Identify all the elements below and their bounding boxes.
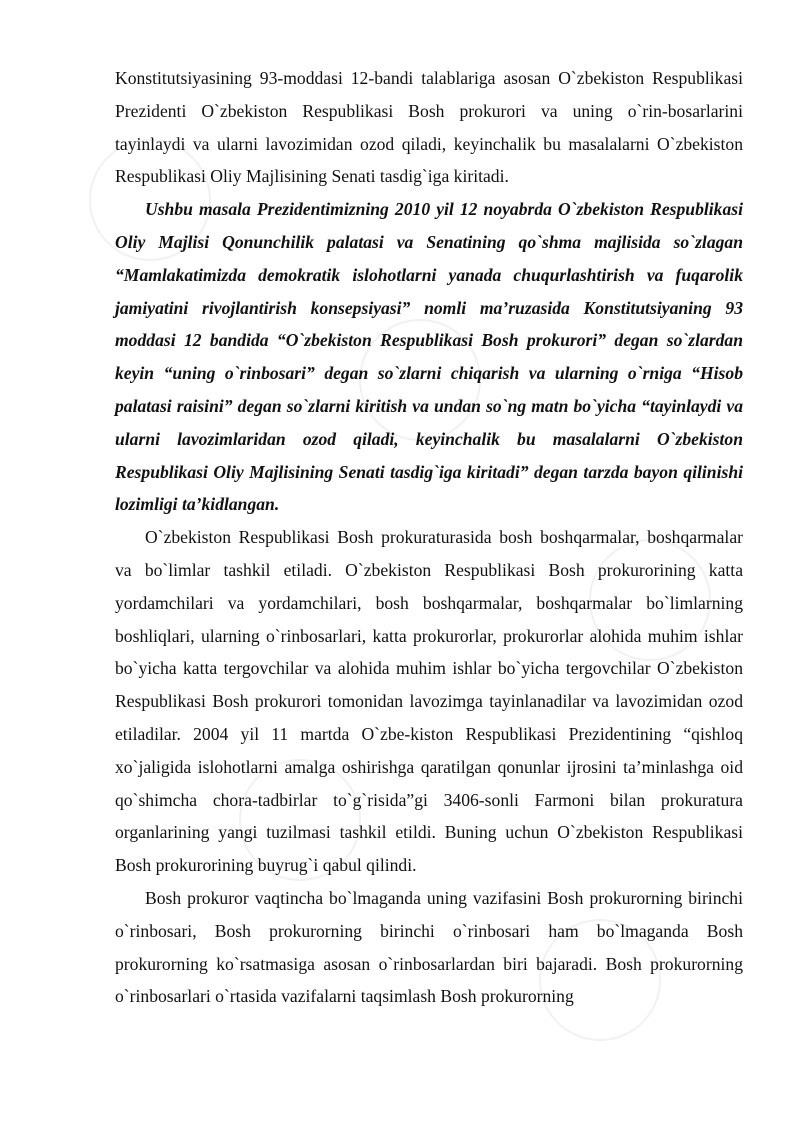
paragraph-2-emphasized: Ushbu masala Prezidentimizning 2010 yil 12 noyabrda O`zbekiston Respublikasi Oliy Majlisi Qonunchilik palatasi va Senatining qo`shma majlisida so`zlagan “Mamlakatimizda demokratik islohotlarni yanada chuqurlashtirish va fuqarolik jamiyatini rivojlantirish konsepsiyasi” nomli ma’ruzasida Konstitutsiyaning 93 moddasi 12 bandida “O`zbekiston Respublikasi Bosh prokurori” degan so`zlardan keyin “uning o`rinbosari” degan so`zlarni chiqarish va ularning o`rniga “Hisob palatasi raisini” degan so`zlarni kiritish va undan so`ng matn bo`yicha “tayinlaydi va ularni lavozimlaridan ozod qiladi, keyinchalik bu masalalarni O`zbekiston Respublikasi Oliy Majlisining Senati tasdig`iga kiritadi” degan tarzda bayon qilinishi lozimligi ta’kidlangan.: [115, 199, 743, 515]
paragraph-4: Bosh prokuror vaqtincha bo`lmaganda uning vazifasini Bosh prokurorning birinchi o`rinbosari, Bosh prokurorning birinchi o`rinbosari ham bo`lmaganda Bosh prokurorning ko`rsatmasiga asosan o`rinbosarlardan biri bajaradi. Bosh prokurorning o`rinbosarlari o`rtasida vazifalarni taqsimlash Bosh prokurorning: [115, 887, 743, 1007]
paragraph-3: O`zbekiston Respublikasi Bosh prokuraturasida bosh boshqarmalar, boshqarmalar va bo`limlar tashkil etiladi. O`zbekiston Respublikasi Bosh prokurorining katta yordamchilari va yordamchilari, bosh boshqarmalar, boshqarmalar bo`limlarning boshliqlari, ularning o`rinbosarlari, katta prokurorlar, prokurorlar alohida muhim ishlar bo`yicha katta tergovchilar va alohida muhim ishlar bo`yicha tergovchilar O`zbekiston Respublikasi Bosh prokurori tomonidan lavozimga tayinlanadilar va lavozimidan ozod etiladilar. 2004 yil 11 martda O`zbe-kiston Respublikasi Prezidentining “qishloq xo`jaligida islohotlarni amalga oshirishga qaratilgan qonunlar ijrosini ta’minlashga oid qo`shimcha chora-tadbirlar to`g`risida”gi 3406-sonli Farmoni bilan prokuratura organlarining yangi tuzilmasi tashkil etildi. Buning uchun O`zbekiston Respublikasi Bosh prokurorining buyrug`i qabul qilindi.: [115, 527, 743, 876]
document-page: [115, 62, 743, 1013]
paragraph-1: Konstitutsiyasining 93-moddasi 12-bandi talablariga asosan O`zbekiston Respublikasi Prezidenti O`zbekiston Respublikasi Bosh prokurori va uning o`rin-bosarlarini tayinlaydi va ularni lavozimidan ozod qiladi, keyinchalik bu masalalarni O`zbekiston Respublikasi Oliy Majlisining Senati tasdig`iga kiritadi.: [115, 68, 743, 187]
